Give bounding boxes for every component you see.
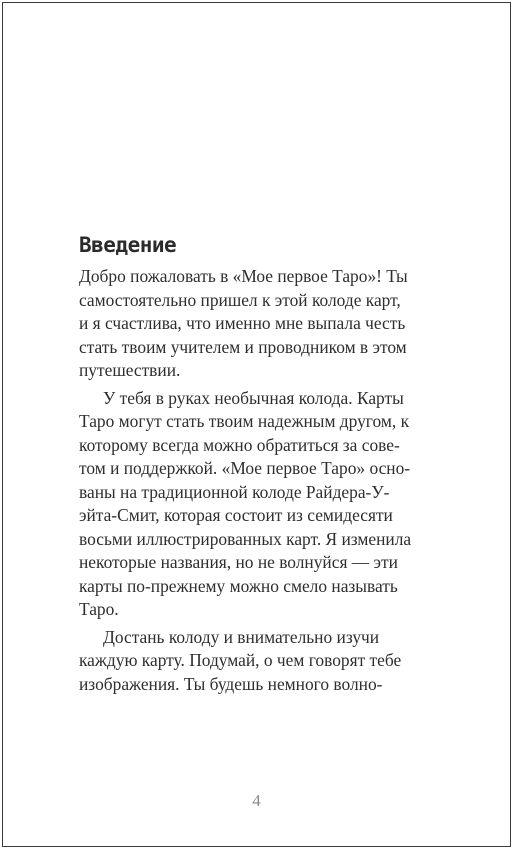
text-line: том и поддержкой. «Мое первое Таро» осно-	[79, 458, 411, 478]
text-line: эйта-Смит, которая состоит из семидесяти	[79, 505, 393, 525]
text-line: некоторые названия, но не волнуйся — эти	[79, 552, 398, 572]
text-line: и я счастлива, что именно мне выпала честь	[79, 313, 406, 333]
text-line: карты по-прежнему можно смело называть	[79, 575, 398, 596]
text-line: которому всегда можно обратиться за сове-	[79, 434, 400, 455]
text-line: Достань колоду и внимательно изучи	[103, 626, 380, 647]
page-content	[79, 231, 453, 696]
page-number: 4	[252, 791, 261, 810]
text-line: ваны на традиционной колоде Райдера-У-	[79, 481, 390, 502]
text-line: Добро пожаловать в «Мое первое Таро»! Ты	[79, 266, 408, 286]
text-line: У тебя в руках необычная колода. Карты	[103, 387, 404, 408]
text-line: самостоятельно пришел к этой колоде карт,	[79, 289, 401, 310]
section-heading: Введение	[79, 233, 177, 257]
book-page	[2, 2, 511, 847]
paragraph-2	[79, 387, 453, 622]
text-line: восьми иллюстрированных карт. Я изменила	[79, 528, 412, 549]
text-line: путешествии.	[79, 360, 181, 380]
paragraph-3	[79, 626, 453, 697]
text-line: изображения. Ты будешь немного волно-	[79, 673, 383, 694]
paragraph-1	[79, 265, 453, 383]
text-line: Таро.	[79, 599, 119, 619]
text-line: стать твоим учителем и проводником в этом	[79, 336, 407, 357]
text-line: Таро могут стать твоим надежным другом, к	[79, 411, 410, 431]
text-line: каждую карту. Подумай, о чем говорят тебе	[79, 650, 402, 670]
